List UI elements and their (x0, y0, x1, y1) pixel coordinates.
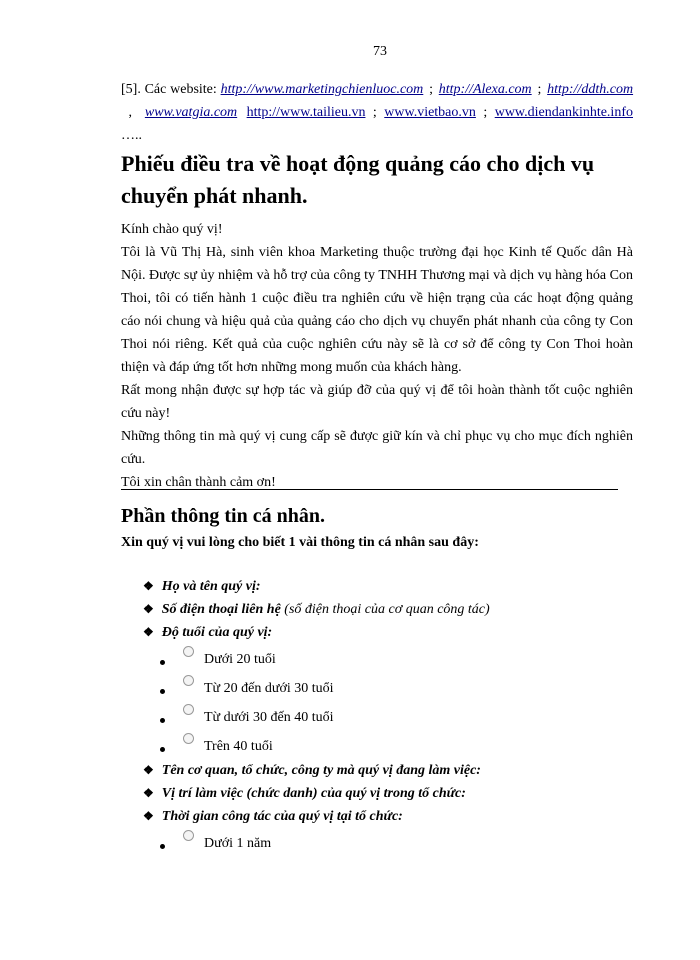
question-position: ❖ Vị trí làm việc (chức danh) của quý vị trong tổ chức: (143, 786, 466, 801)
references-ellipsis: ….. (121, 128, 142, 143)
reference-link[interactable]: http://www.tailieu.vn (246, 105, 366, 120)
paragraph: Tôi xin chân thành cảm ơn! (121, 475, 276, 490)
page-number: 73 (373, 44, 387, 59)
diamond-bullet-icon: ❖ (143, 579, 154, 593)
bullet-icon (160, 718, 165, 723)
paragraph: Tôi là Vũ Thị Hà, sinh viên khoa Marketing thuộc trường đại học Kinh tế Quốc dân Hà Nội. Được sự ủy nhiệm và hỗ trợ của công ty TNHH Thương mại và dịch vụ hàng hóa Con Thoi, tôi có tiến hành 1 cuộc điều tra nghiên cứu về hiện trạng của các hoạt động quảng cáo nói chung và hiệu quả của quảng cáo cho dịch vụ chuyển phát nhanh của công ty Con Thoi nói riêng. Kết quả của cuộc nghiên cứu này sẽ là cơ sở để công ty Con Thoi hoàn thiện và đáp ứng tốt hơn những mong muốn của khách hàng. (121, 245, 633, 375)
age-option[interactable]: Dưới 20 tuổi (160, 652, 276, 668)
reference-link[interactable]: http://ddth.com (547, 82, 634, 97)
instruction: Xin quý vị vui lòng cho biết 1 vài thông tin cá nhân sau đây: (121, 535, 479, 550)
question-organization: ❖ Tên cơ quan, tổ chức, công ty mà quý vị đang làm việc: (143, 763, 481, 778)
question-age: ❖ Độ tuổi của quý vị: (143, 625, 273, 640)
reference-link[interactable]: www.diendankinhte.info (494, 105, 633, 120)
paragraph: Những thông tin mà quý vị cung cấp sẽ được giữ kín và chỉ phục vụ cho mục đích nghiên cứu. (121, 429, 633, 467)
radio-button[interactable] (183, 830, 194, 841)
radio-button[interactable] (183, 646, 194, 657)
bullet-icon (160, 660, 165, 665)
diamond-bullet-icon: ❖ (143, 625, 154, 639)
reference-link[interactable]: www.vietbao.vn (384, 105, 476, 120)
diamond-bullet-icon: ❖ (143, 809, 154, 823)
age-option[interactable]: Từ 20 đến dưới 30 tuổi (160, 681, 334, 697)
bullet-icon (160, 747, 165, 752)
radio-button[interactable] (183, 733, 194, 744)
section-title: Phần thông tin cá nhân. (121, 505, 325, 527)
diamond-bullet-icon: ❖ (143, 786, 154, 800)
phone-note: (số điện thoại của cơ quan công tác) (284, 602, 490, 617)
bullet-icon (160, 844, 165, 849)
intro-body (121, 218, 633, 494)
age-option[interactable]: Trên 40 tuổi (160, 739, 273, 755)
radio-button[interactable] (183, 704, 194, 715)
references: [5]. Các website: http://www.marketingchienluoc.com ; http://Alexa.com ; http://ddth.com , www.vatgia.com http://www.tailieu.vn ; www.vietbao.vn ; www.diendankinhte.info ….. (121, 82, 634, 143)
reference-link[interactable]: www.vatgia.com (144, 105, 238, 120)
paragraph: Rất mong nhận được sự hợp tác và giúp đỡ của quý vị để tôi hoàn thành tốt cuộc nghiên cứu này! (121, 383, 633, 421)
tenure-option[interactable]: Dưới 1 năm (160, 836, 271, 852)
reference-link[interactable]: http://Alexa.com (438, 82, 532, 97)
question-phone: ❖ Số điện thoại liên hệ (số điện thoại của cơ quan công tác) (143, 602, 490, 617)
paragraph: Kính chào quý vị! (121, 222, 223, 237)
age-option[interactable]: Từ dưới 30 đến 40 tuổi (160, 710, 334, 726)
diamond-bullet-icon: ❖ (143, 602, 154, 616)
radio-button[interactable] (183, 675, 194, 686)
question-name: ❖ Họ và tên quý vị: (143, 579, 261, 594)
divider (121, 489, 618, 490)
references-prefix: [5]. Các website: (121, 82, 217, 97)
bullet-icon (160, 689, 165, 694)
diamond-bullet-icon: ❖ (143, 763, 154, 777)
question-tenure: ❖ Thời gian công tác của quý vị tại tổ chức: (143, 809, 403, 824)
document-title: Phiếu điều tra về hoạt động quảng cáo cho dịch vụ chuyển phát nhanh. (121, 151, 595, 208)
reference-link[interactable]: http://www.marketingchienluoc.com (220, 82, 424, 97)
